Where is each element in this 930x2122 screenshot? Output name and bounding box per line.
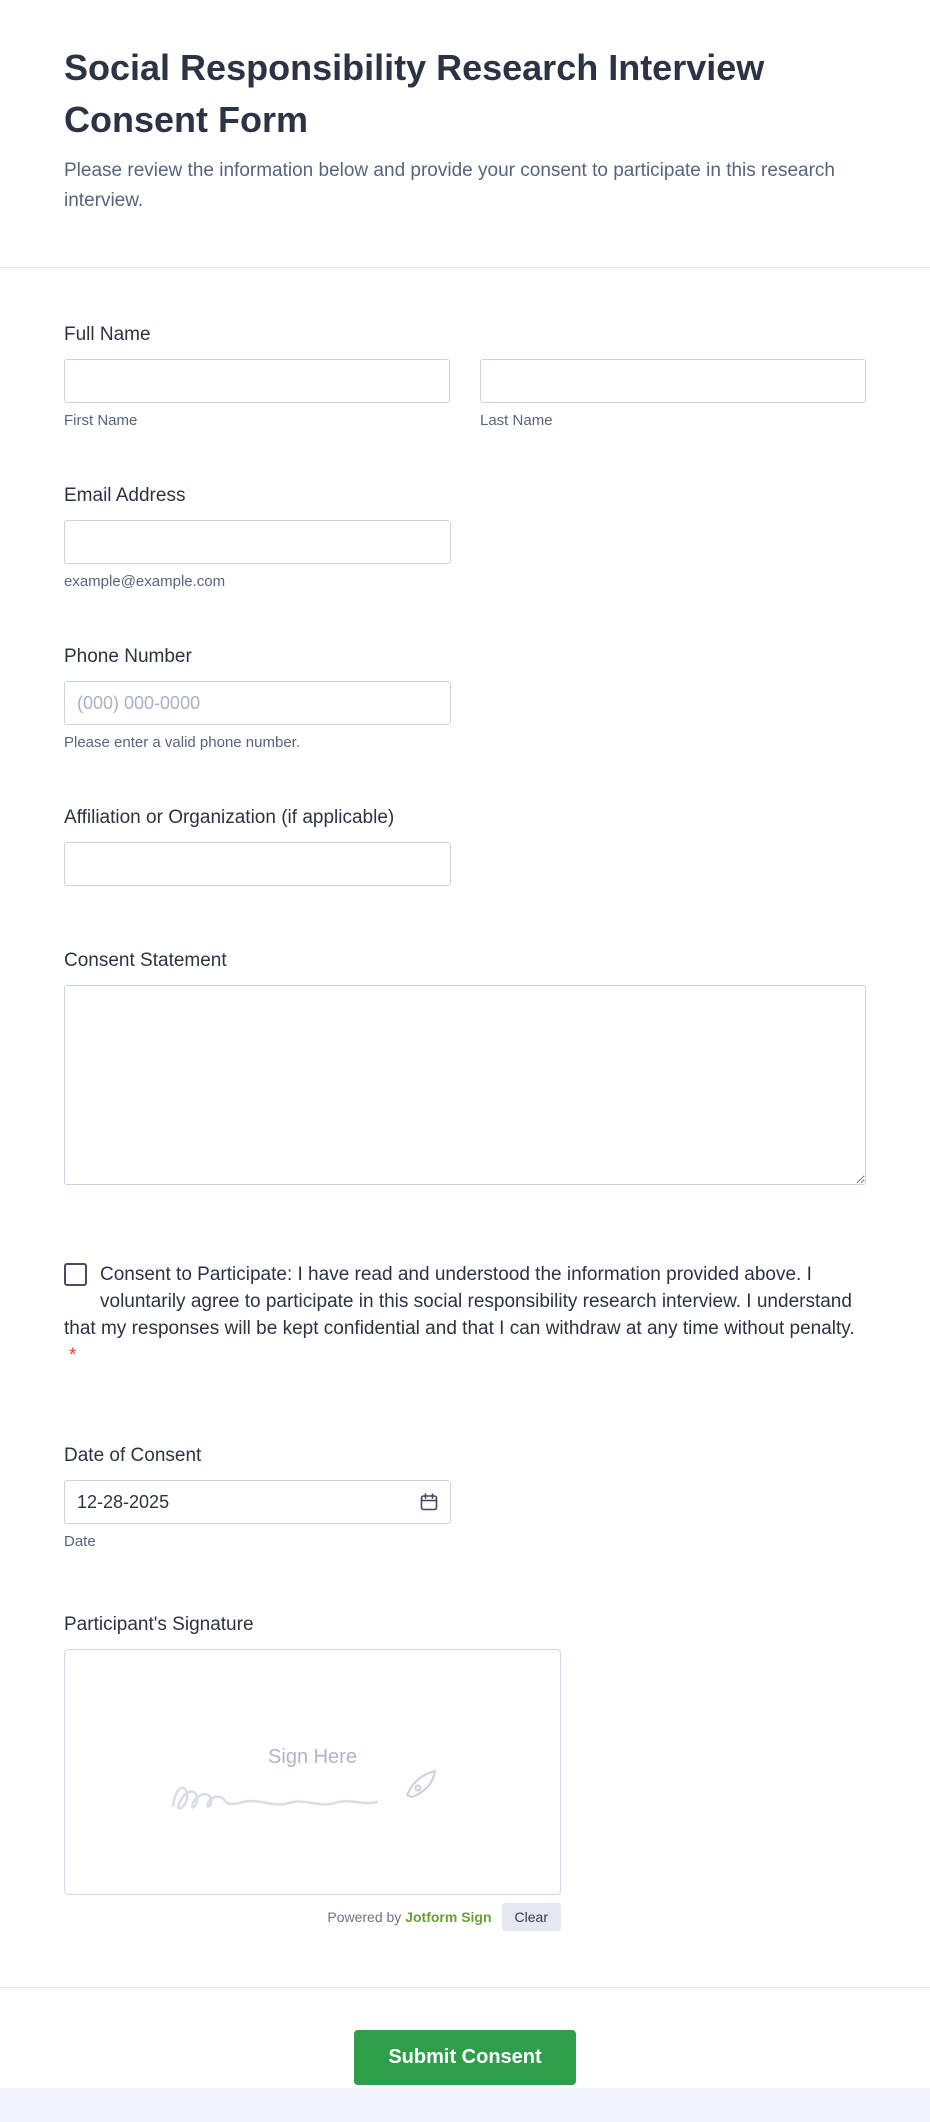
submit-button[interactable]: Submit Consent xyxy=(354,2030,575,2085)
last-name-input[interactable] xyxy=(480,359,866,403)
form-body xyxy=(0,324,930,1931)
consent-statement-label: Consent Statement xyxy=(64,950,227,972)
powered-by-prefix: Powered by xyxy=(327,1909,402,1926)
consent-checkbox-row[interactable] xyxy=(64,1261,864,1369)
phone-sublabel: Please enter a valid phone number. xyxy=(64,734,300,752)
email-label: Email Address xyxy=(64,485,186,507)
full-name-label: Full Name xyxy=(64,324,151,346)
header-divider xyxy=(0,267,930,268)
field-email xyxy=(64,485,866,590)
field-phone xyxy=(64,646,866,751)
powered-by-text xyxy=(327,1909,491,1925)
first-name-input[interactable] xyxy=(64,359,450,403)
field-consent-statement xyxy=(64,950,866,1185)
first-name-sublabel: First Name xyxy=(64,412,138,430)
jotform-sign-brand: Jotform Sign xyxy=(405,1909,492,1926)
signature-label: Participant's Signature xyxy=(64,1614,254,1636)
required-asterisk: * xyxy=(69,1345,77,1367)
date-input[interactable] xyxy=(64,1480,451,1524)
affiliation-label: Affiliation or Organization (if applicable) xyxy=(64,807,395,829)
signature-footer xyxy=(64,1903,561,1931)
last-name-sublabel: Last Name xyxy=(480,412,553,430)
affiliation-input[interactable] xyxy=(64,842,451,886)
consent-checkbox[interactable] xyxy=(64,1263,87,1286)
phone-input[interactable] xyxy=(64,681,451,725)
first-name-group xyxy=(64,359,450,429)
field-consent-checkbox xyxy=(64,1261,866,1369)
email-input[interactable] xyxy=(64,520,451,564)
consent-statement-textarea[interactable] xyxy=(64,985,866,1185)
consent-checkbox-text: Consent to Participate: I have read and understood the information provided above. I voluntarily agree to participate in this social responsibility research interview. I understand that my responses will be kept confidential and that I can withdraw at any time without penalty. xyxy=(64,1264,855,1340)
calendar-icon[interactable] xyxy=(419,1492,439,1512)
signature-placeholder: Sign Here xyxy=(268,1746,357,1769)
form-header xyxy=(0,0,930,215)
field-full-name xyxy=(64,324,866,429)
date-label: Date of Consent xyxy=(64,1445,202,1467)
full-name-row xyxy=(64,359,866,429)
form-subtitle: Please review the information below and provide your consent to participate in this research interview. xyxy=(64,160,835,211)
field-date-of-consent xyxy=(64,1445,866,1550)
email-sublabel: example@example.com xyxy=(64,573,226,591)
submit-row xyxy=(0,1988,930,2085)
phone-label: Phone Number xyxy=(64,646,192,668)
form-title: Social Responsibility Research Interview Consent Form xyxy=(64,47,765,141)
pen-icon xyxy=(403,1766,439,1800)
field-affiliation xyxy=(64,807,866,886)
field-signature xyxy=(64,1614,866,1931)
last-name-group xyxy=(480,359,866,429)
signature-pad[interactable] xyxy=(64,1649,561,1895)
signature-squiggle-icon xyxy=(167,1770,387,1826)
clear-signature-button[interactable]: Clear xyxy=(502,1903,561,1931)
date-input-group xyxy=(64,1480,451,1524)
date-sublabel: Date xyxy=(64,1533,96,1551)
